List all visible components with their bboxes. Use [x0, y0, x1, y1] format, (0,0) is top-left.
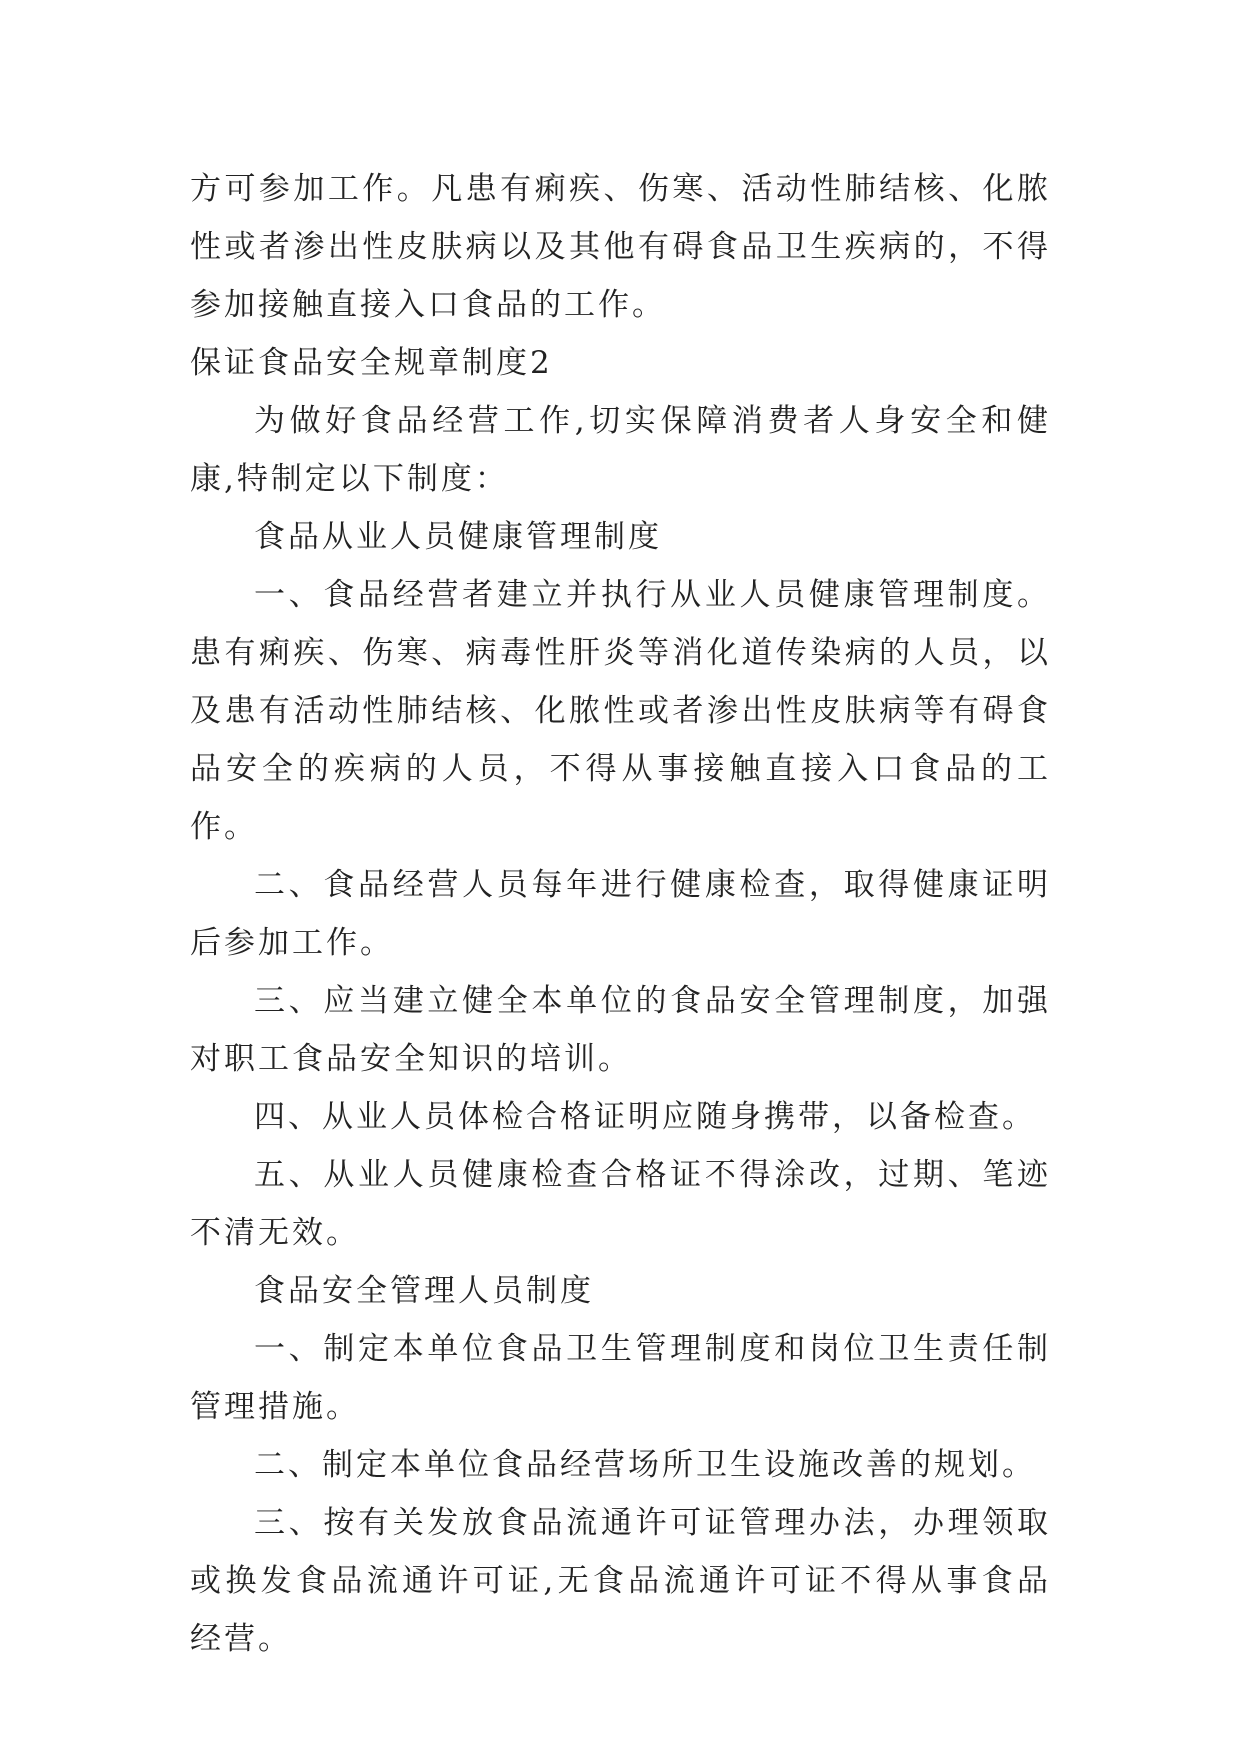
manager-item-3: 三、按有关发放食品流通许可证管理办法，办理领取或换发食品流通许可证,无食品流通许可证不得从事食品经营。 — [190, 1505, 1051, 1657]
health-section-title: 食品从业人员健康管理制度 — [254, 519, 662, 555]
manager-section-title: 食品安全管理人员制度 — [254, 1273, 594, 1309]
health-item-3: 三、应当建立健全本单位的食品安全管理制度，加强对职工食品安全知识的培训。 — [190, 983, 1051, 1077]
manager-item-2: 二、制定本单位食品经营场所卫生设施改善的规划。 — [254, 1447, 1036, 1483]
health-item-4: 四、从业人员体检合格证明应随身携带，以备检查。 — [254, 1099, 1036, 1135]
continuation-paragraph: 方可参加工作。凡患有痢疾、伤寒、活动性肺结核、化脓性或者渗出性皮肤病以及其他有碍食品卫生疾病的，不得参加接触直接入口食品的工作。 — [190, 171, 1051, 323]
health-item-2: 二、食品经营人员每年进行健康检查，取得健康证明后参加工作。 — [190, 867, 1051, 961]
section-title: 保证食品安全规章制度2 — [190, 345, 553, 381]
intro-paragraph: 为做好食品经营工作,切实保障消费者人身安全和健康,特制定以下制度： — [190, 403, 1051, 497]
manager-item-1: 一、制定本单位食品卫生管理制度和岗位卫生责任制管理措施。 — [190, 1331, 1051, 1425]
health-item-1: 一、食品经营者建立并执行从业人员健康管理制度。患有痢疾、伤寒、病毒性肝炎等消化道传染病的人员，以及患有活动性肺结核、化脓性或者渗出性皮肤病等有碍食品安全的疾病的人员，不得从事接触直接入口食品的工作。 — [190, 577, 1051, 845]
health-item-5: 五、从业人员健康检查合格证不得涂改，过期、笔迹不清无效。 — [190, 1157, 1051, 1251]
